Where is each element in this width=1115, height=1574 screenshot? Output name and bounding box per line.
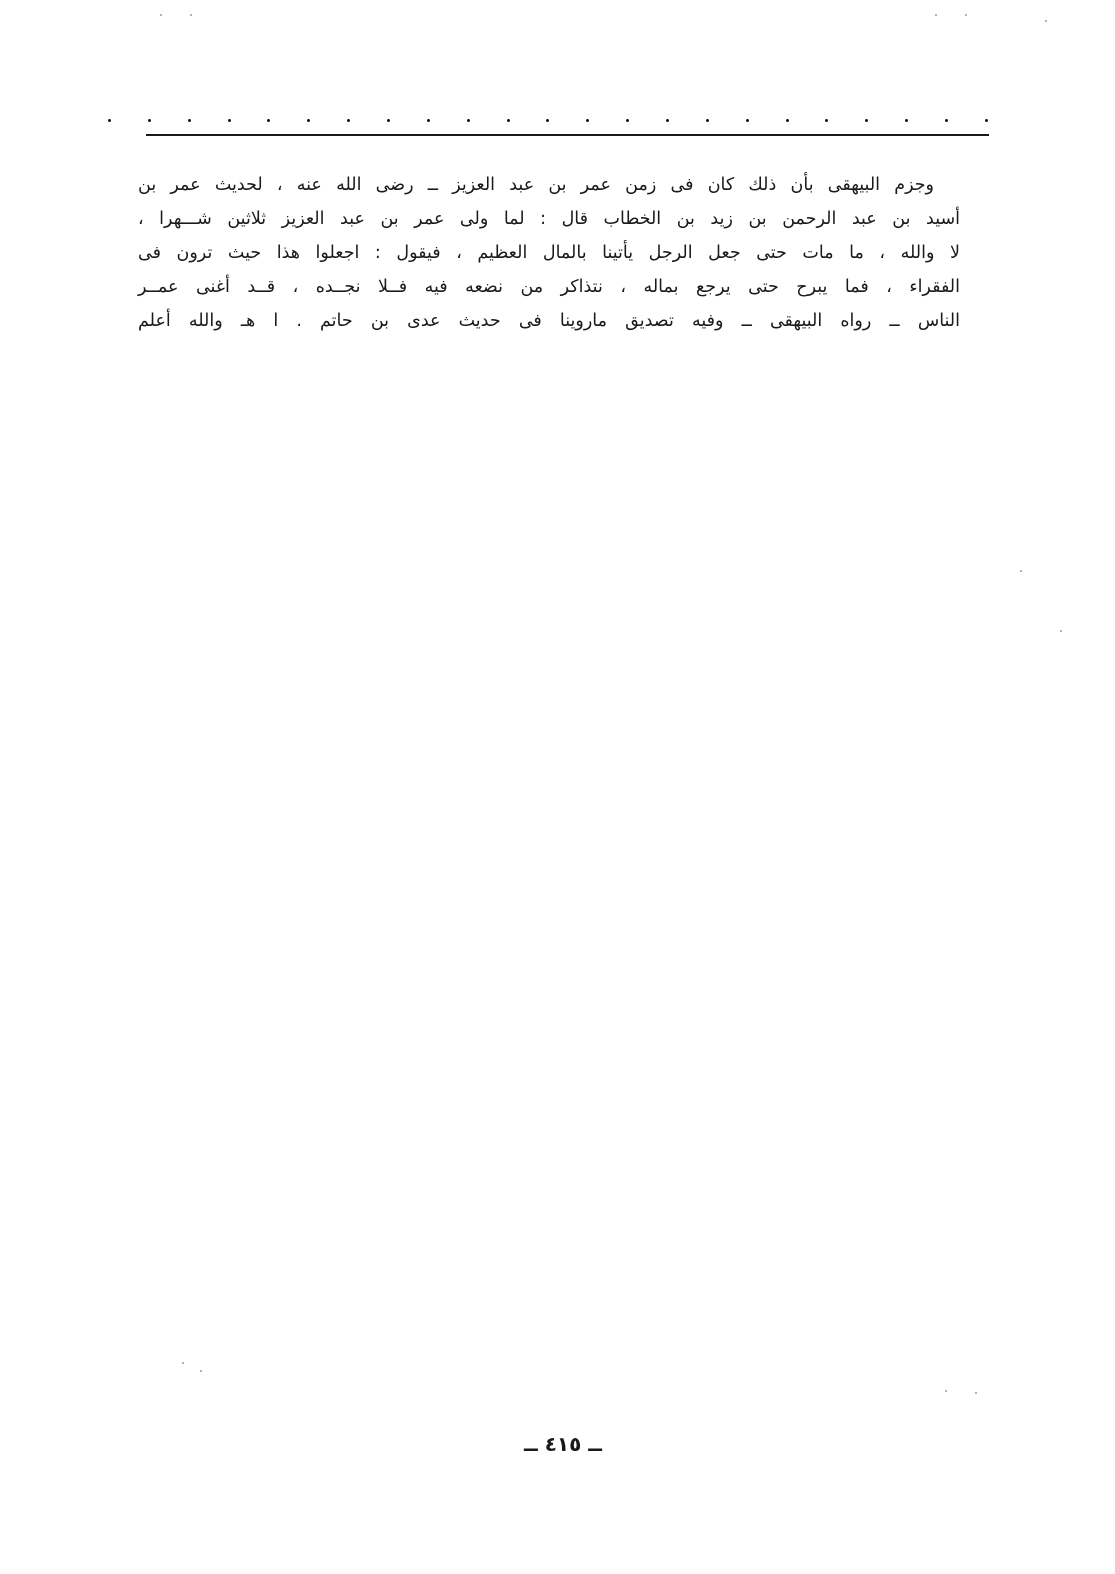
scan-speck	[190, 14, 192, 16]
text-line: الناس ــ رواه البيهقى ــ وفيه تصديق ماروينا فى حديث عدى بن حاتم . ا هـ والله أعلم	[138, 311, 960, 331]
page-number: ــ ٤١٥ ــ	[524, 1432, 602, 1456]
text-line	[138, 168, 960, 202]
scan-speck	[965, 14, 967, 16]
header-dot	[746, 119, 749, 122]
main-paragraph	[138, 168, 960, 338]
text-line-content: وجزم البيهقى بأن ذلك كان فى زمن عمر بن عبد العزيز ــ رضى الله عنه ، لحديث عمر بن	[138, 175, 934, 195]
scan-speck	[1020, 570, 1022, 572]
header-dot	[307, 119, 310, 122]
header-dot	[427, 119, 430, 122]
scan-speck	[182, 1362, 184, 1364]
header-dot	[546, 119, 549, 122]
header-dot	[387, 119, 390, 122]
scan-speck	[160, 14, 162, 16]
text-line: أسيد بن عبد الرحمن بن زيد بن الخطاب قال : لما ولى عمر بن عبد العزيز ثلاثين شـــهرا ،	[138, 209, 960, 229]
scan-speck	[935, 14, 937, 16]
header-dot	[825, 119, 828, 122]
scan-speck	[200, 1370, 202, 1372]
header-dot	[706, 119, 709, 122]
header-dot	[905, 119, 908, 122]
header-dot	[507, 119, 510, 122]
header-dot	[108, 119, 111, 122]
dotted-header-rule	[108, 113, 988, 127]
text-line: لا والله ، ما مات حتى جعل الرجل يأتينا بالمال العظيم ، فيقول : اجعلوا هذا حيث ترون فى	[138, 243, 960, 263]
scan-speck	[1045, 20, 1047, 22]
scan-speck	[1060, 630, 1062, 632]
header-dot	[467, 119, 470, 122]
header-dot	[985, 119, 988, 122]
header-dot	[148, 119, 151, 122]
header-dot	[347, 119, 350, 122]
header-dot	[188, 119, 191, 122]
header-dot	[586, 119, 589, 122]
scan-speck	[945, 1390, 947, 1392]
header-dot	[865, 119, 868, 122]
header-dot	[626, 119, 629, 122]
scan-speck	[975, 1392, 977, 1394]
header-dot	[228, 119, 231, 122]
text-line: الفقراء ، فما يبرح حتى يرجع بماله ، نتذاكر من نضعه فيه فــلا نجــده ، قــد أغنى عمــر	[138, 277, 960, 297]
header-dot	[786, 119, 789, 122]
header-dot	[267, 119, 270, 122]
header-dot	[945, 119, 948, 122]
header-rule-line	[146, 134, 989, 136]
header-dot	[666, 119, 669, 122]
